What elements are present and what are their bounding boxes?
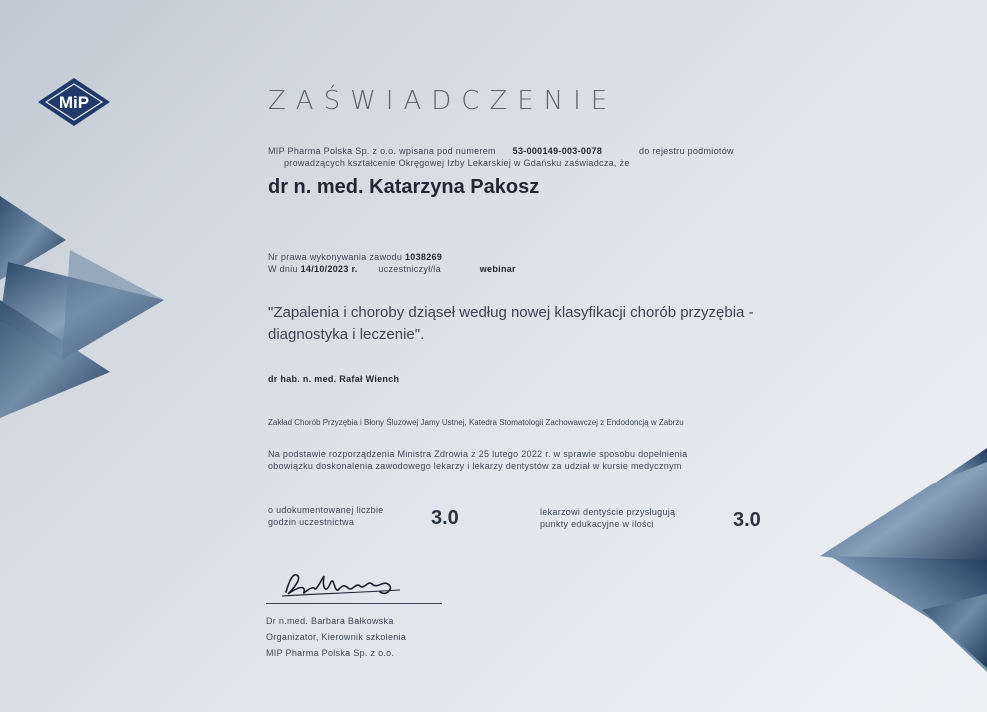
right-photo-top bbox=[922, 448, 987, 510]
logo-text: MiP bbox=[58, 93, 90, 112]
course-form: webinar bbox=[479, 264, 516, 274]
license-number: 1038269 bbox=[404, 252, 443, 262]
license-label: Nr prawa wykonywania zawodu bbox=[268, 252, 403, 262]
points-label-1: lekarzowi dentyście przysługują bbox=[540, 507, 676, 517]
hours-label-2: godzin uczestnictwa bbox=[268, 517, 355, 527]
department-name: Zakład Chorób Przyzębia i Błony Śluzowej Jamy Ustnej, Katedra Stomatologii Zachowawczej z Endodoncją w Zabrzu bbox=[268, 418, 684, 427]
date-line bbox=[268, 264, 516, 274]
participated-label: uczestniczył/la bbox=[378, 264, 441, 274]
intro-suffix: do rejestru podmiotów bbox=[638, 146, 734, 156]
right-photo-main bbox=[820, 462, 987, 580]
regulation-line-1: Na podstawie rozporządzenia Ministra Zdrowia z 25 lutego 2022 r. w sprawie sposobu dopełnienia bbox=[268, 449, 688, 459]
intro-line-2: prowadzących kształcenie Okręgowej Izby Lekarskiej w Gdańsku zaświadcza, że bbox=[284, 158, 630, 168]
regulation-line-2: obowiązku doskonalenia zawodowego lekarzy i lekarzy dentystów za udział w kursie medycznym bbox=[268, 461, 682, 471]
date-prefix: W dniu bbox=[268, 264, 298, 274]
left-photo-bottom bbox=[0, 300, 110, 418]
course-title bbox=[268, 302, 828, 346]
recipient-name: dr n. med. Katarzyna Pakosz bbox=[268, 176, 540, 198]
intro-prefix: MIP Pharma Polska Sp. z o.o. wpisana pod numerem bbox=[268, 146, 496, 156]
course-date: 14/10/2023 r. bbox=[300, 264, 358, 274]
signatory-name: Dr n.med. Barbara Bałkowska bbox=[266, 616, 394, 626]
signature-line bbox=[266, 603, 442, 604]
lecturer-name: dr hab. n. med. Rafał Wiench bbox=[268, 374, 400, 384]
right-photo-bottom bbox=[922, 594, 987, 668]
left-photo-top bbox=[0, 196, 66, 280]
course-title-line-1: "Zapalenia i choroby dziąseł według nowej klasyfikacji chorób przyzębia - bbox=[268, 304, 754, 321]
points-value: 3.0 bbox=[733, 509, 761, 531]
license-line bbox=[268, 252, 442, 262]
signatory-role: Organizator, Kierownik szkolenia bbox=[266, 632, 407, 642]
company-logo bbox=[36, 76, 112, 128]
handwritten-signature bbox=[280, 566, 410, 602]
intro-line-1 bbox=[268, 146, 734, 156]
right-photo-lower bbox=[830, 556, 987, 672]
points-label-2: punkty edukacyjne w ilości bbox=[540, 519, 654, 529]
hours-label-1: o udokumentowanej liczbie bbox=[268, 505, 384, 515]
hours-value: 3.0 bbox=[431, 507, 459, 529]
register-number: 53-000149-003-0078 bbox=[512, 146, 603, 156]
course-title-line-2: diagnostyka i leczenie". bbox=[268, 326, 425, 343]
signatory-company: MIP Pharma Polska Sp. z o.o. bbox=[266, 648, 395, 658]
left-photo-main bbox=[0, 262, 164, 360]
certificate-title: ZAŚWIADCZENIE bbox=[268, 86, 618, 116]
